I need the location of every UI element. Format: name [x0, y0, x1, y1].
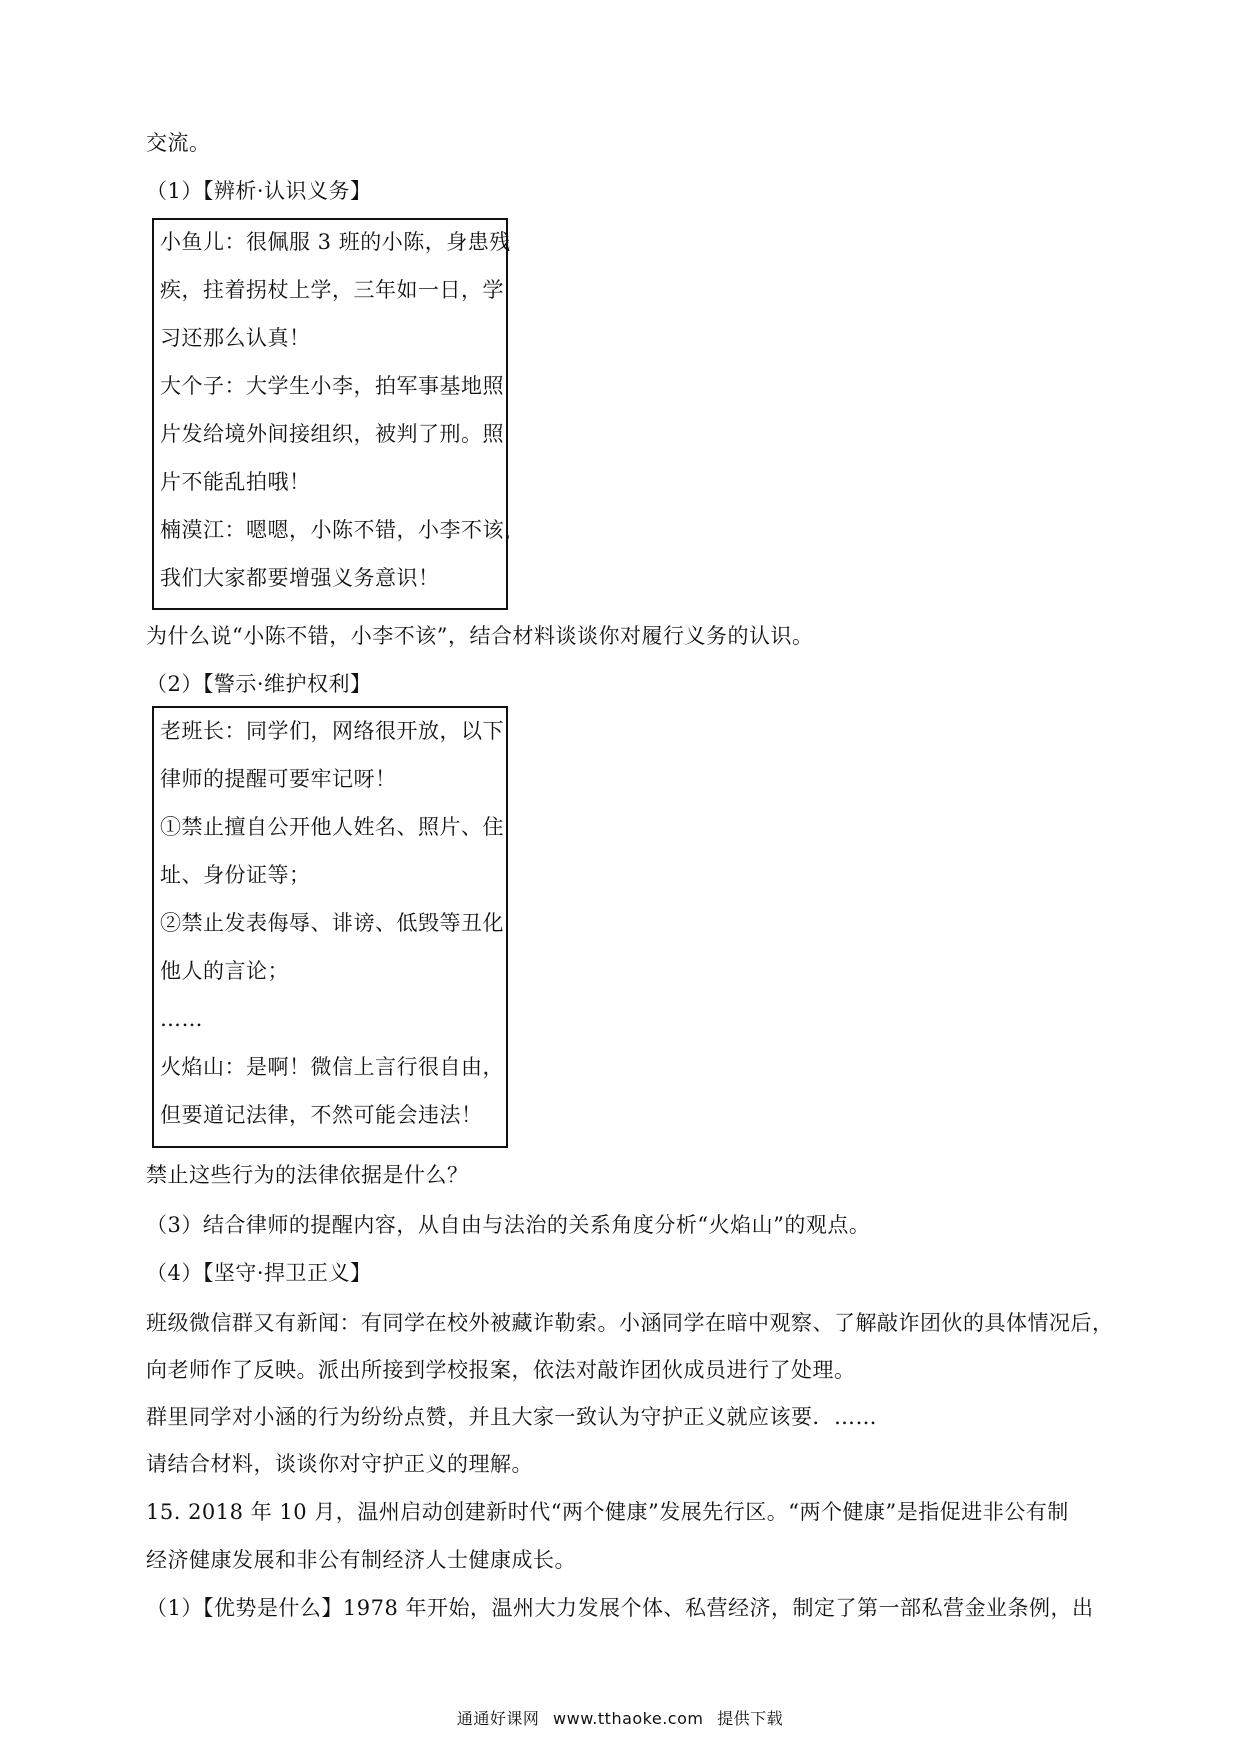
- dialogue-line: ①禁止擅自公开他人姓名、照片、住: [160, 815, 504, 839]
- dialogue-line: 他人的言论；: [160, 959, 289, 983]
- dialogue-line: 楠漠江：嗯嗯，小陈不错，小李不该，: [160, 518, 526, 542]
- question-4-material: 班级微信群又有新闻：有同学在校外被藏诈勒索。小涵同学在暗中观察、了解敲诈团伙的具体情况后，: [146, 1311, 1114, 1335]
- question-3: （3）结合律师的提醒内容，从自由与法治的关系角度分析“火焰山”的观点。: [146, 1213, 871, 1237]
- question-2-prompt: 禁止这些行为的法律依据是什么？: [146, 1163, 469, 1187]
- dialogue-line: ②禁止发表侮辱、诽谤、低毁等丑化: [160, 911, 504, 935]
- dialogue-line: 小鱼儿：很佩服 3 班的小陈，身患残: [160, 230, 511, 254]
- footer-suffix: 提供下载: [717, 1709, 784, 1728]
- footer-site-name: 通通好课网: [456, 1709, 540, 1728]
- dialogue-line: 我们大家都要增强义务意识！: [160, 566, 440, 590]
- dialogue-line: 但要道记法律，不然可能会违法！: [160, 1103, 483, 1127]
- dialogue-line: 火焰山：是啊！微信上言行很自由，: [160, 1055, 504, 1079]
- dialogue-line: 老班长：同学们，网络很开放，以下: [160, 719, 504, 743]
- question-4-material: 向老师作了反映。派出所接到学校报案，依法对敲诈团伙成员进行了处理。: [146, 1358, 856, 1382]
- dialogue-line: 片发给境外间接组织，被判了刑。照: [160, 422, 504, 446]
- continuation-text: 交流。: [146, 131, 211, 155]
- dialogue-line: 习还那么认真！: [160, 326, 311, 350]
- question-15-intro: 15. 2018 年 10 月，温州启动创建新时代“两个健康”发展先行区。“两个健康”是指促进非公有制: [146, 1500, 1069, 1524]
- question-4-prompt: 请结合材料，谈谈你对守护正义的理解。: [146, 1452, 533, 1476]
- question-2-heading: （2）【警示·维护权利】: [146, 672, 372, 696]
- question-4-heading: （4）【坚守·捍卫正义】: [146, 1261, 372, 1285]
- dialogue-line: 大个子：大学生小李，拍军事基地照: [160, 374, 504, 398]
- dialogue-line: ……: [160, 1007, 203, 1031]
- page-footer: [0, 1706, 1240, 1729]
- dialogue-box-1: [152, 218, 526, 610]
- question-1-heading: （1）【辨析·认识义务】: [146, 179, 372, 203]
- question-4-material: 群里同学对小涵的行为纷纷点赞，并且大家一致认为守护正义就应该要．……: [146, 1405, 877, 1429]
- footer-url-link[interactable]: www.tthaoke.com: [553, 1709, 704, 1728]
- dialogue-box-2: [152, 706, 508, 1148]
- question-15-part-1: （1）【优势是什么】1978 年开始，温州大力发展个体、私营经济，制定了第一部私营金业条例，出: [146, 1596, 1094, 1620]
- dialogue-line: 片不能乱拍哦！: [160, 470, 311, 494]
- dialogue-line: 址、身份证等；: [160, 863, 311, 887]
- dialogue-line: 疾，拄着拐杖上学，三年如一日，学: [160, 278, 504, 302]
- question-15-intro: 经济健康发展和非公有制经济人士健康成长。: [146, 1548, 576, 1572]
- question-1-prompt: 为什么说“小陈不错，小李不该”，结合材料谈谈你对履行义务的认识。: [146, 624, 814, 648]
- dialogue-line: 律师的提醒可要牢记呀！: [160, 767, 397, 791]
